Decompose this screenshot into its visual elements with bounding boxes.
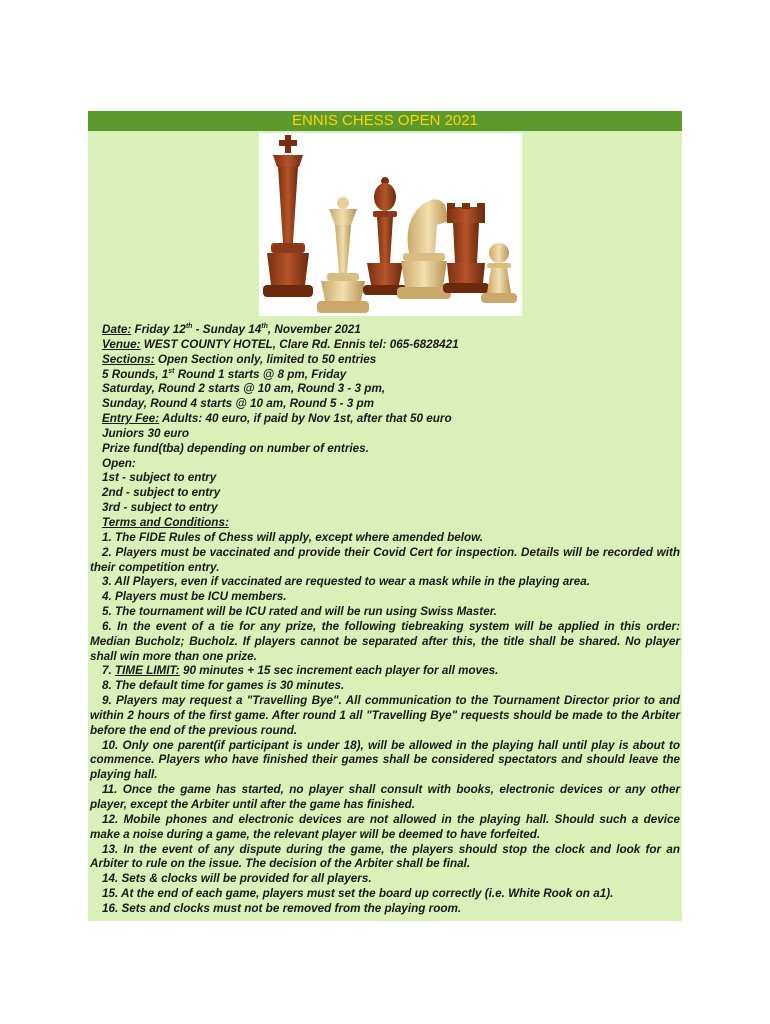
sections-label: Sections:: [102, 352, 155, 366]
rule-1: 1. The FIDE Rules of Chess will apply, except where amended below.: [102, 530, 484, 544]
rule-9: 9. Players may request a "Travelling Bye". All communication to the Tournament Director prior to and within 2 hours of the first game. After round 1 all "Travelling Bye" requests should be made to the Arbiter before the end of the previous round.: [90, 694, 680, 737]
first-prize-line: 1st - subject to entry: [102, 471, 217, 485]
light-knight: [397, 199, 451, 299]
rule-16: 16. Sets and clocks must not be removed from the playing room.: [102, 901, 462, 915]
date-text: - Sunday 14: [192, 323, 262, 336]
juniors-line: Juniors 30 euro: [102, 426, 190, 440]
rule-7-prefix: 7.: [102, 664, 115, 678]
fee-line: [88, 412, 682, 427]
chess-pieces-image: [259, 133, 522, 316]
rule-7: [88, 664, 682, 679]
flyer-panel: [88, 111, 682, 921]
terms-label: Terms and Conditions:: [102, 515, 229, 529]
rule-11: 11. Once the game has started, no player shall consult with books, electronic devices or any other player, except the Arbiter until after the game has finished.: [90, 783, 680, 811]
sections-text: Open Section only, limited to 50 entries: [154, 352, 377, 366]
rounds-text: 5 Rounds, 1: [102, 367, 169, 381]
terms-heading: [88, 516, 682, 531]
second-prize-line: 2nd - subject to entry: [102, 486, 221, 500]
venue-label: Venue:: [102, 337, 141, 351]
rule-8: 8. The default time for games is 30 minutes.: [102, 679, 345, 693]
fee-text: Adults: 40 euro, if paid by Nov 1st, after that 50 euro: [159, 412, 452, 426]
dark-king: [263, 135, 313, 297]
date-sup: th: [261, 323, 268, 331]
rule-7-text: 90 minutes + 15 sec increment each player for all moves.: [179, 664, 499, 678]
rule-4: 4. Players must be ICU members.: [102, 590, 287, 604]
rule-10: 10. Only one parent(if participant is under 18), will be allowed in the playing hall until play is about to commence. Players who have finished their games shall be considered spectators and should leave the playing hall.: [90, 738, 680, 782]
date-label: Date:: [102, 323, 132, 336]
rule-3: 3. All Players, even if vaccinated are requested to wear a mask while in the playing area.: [102, 575, 591, 589]
rounds-line: [88, 368, 682, 383]
prize-line: Prize fund(tba) depending on number of entries.: [102, 441, 369, 455]
chess-pieces-icon: [259, 133, 522, 316]
date-line: [88, 323, 682, 338]
rule-13: 13. In the event of any dispute during the game, the players should stop the clock and look for an Arbiter to rule on the issue. The decision of the Arbiter shall be final.: [90, 842, 680, 871]
rounds-text: Round 1 starts @ 8 pm, Friday: [174, 367, 347, 381]
light-pawn: [481, 243, 517, 303]
open-line: Open:: [102, 456, 136, 470]
light-queen: [317, 197, 369, 313]
rule-5: 5. The tournament will be ICU rated and will be run using Swiss Master.: [102, 605, 497, 619]
date-text: , November 2021: [267, 323, 361, 336]
sections-line: [88, 353, 682, 368]
venue-text: WEST COUNTY HOTEL, Clare Rd. Ennis tel: 065-6828421: [140, 337, 459, 351]
date-sup: th: [185, 323, 193, 331]
fee-label: Entry Fee:: [102, 412, 160, 426]
time-limit-label: TIME LIMIT:: [115, 664, 180, 678]
page-title: ENNIS CHESS OPEN 2021: [292, 112, 478, 129]
rule-12: 12. Mobile phones and electronic devices are not allowed in the playing hall. Should such a device make a noise during a game, the relevant player will be deemed to have forfeited.: [90, 812, 680, 841]
rule-14: 14. Sets & clocks will be provided for all players.: [102, 872, 372, 886]
rounds-sup: st: [168, 367, 175, 375]
title-bar: [88, 111, 682, 131]
rule-15: 15. At the end of each game, players must set the board up correctly (i.e. White Rook on a1).: [102, 887, 614, 901]
dark-rook: [443, 203, 489, 293]
rule-6: 6. In the event of a tie for any prize, the following tiebreaking system will be applied in this order: Median Bucholz; Bucholz. If players cannot be separated after this, the title shall be shared. No player shall win more than one prize.: [90, 619, 680, 663]
rule-2: 2. Players must be vaccinated and provide their Covid Cert for inspection. Details will be recorded with their competition entry.: [90, 545, 680, 574]
venue-line: [88, 338, 682, 353]
date-text: Friday 12: [131, 323, 186, 336]
dark-bishop: [363, 177, 407, 295]
third-prize-line: 3rd - subject to entry: [102, 501, 218, 515]
sunday-line: Sunday, Round 4 starts @ 10 am, Round 5 - 3 pm: [102, 397, 375, 411]
flyer-body: [88, 323, 682, 917]
saturday-line: Saturday, Round 2 starts @ 10 am, Round 3 - 3 pm,: [102, 382, 386, 396]
